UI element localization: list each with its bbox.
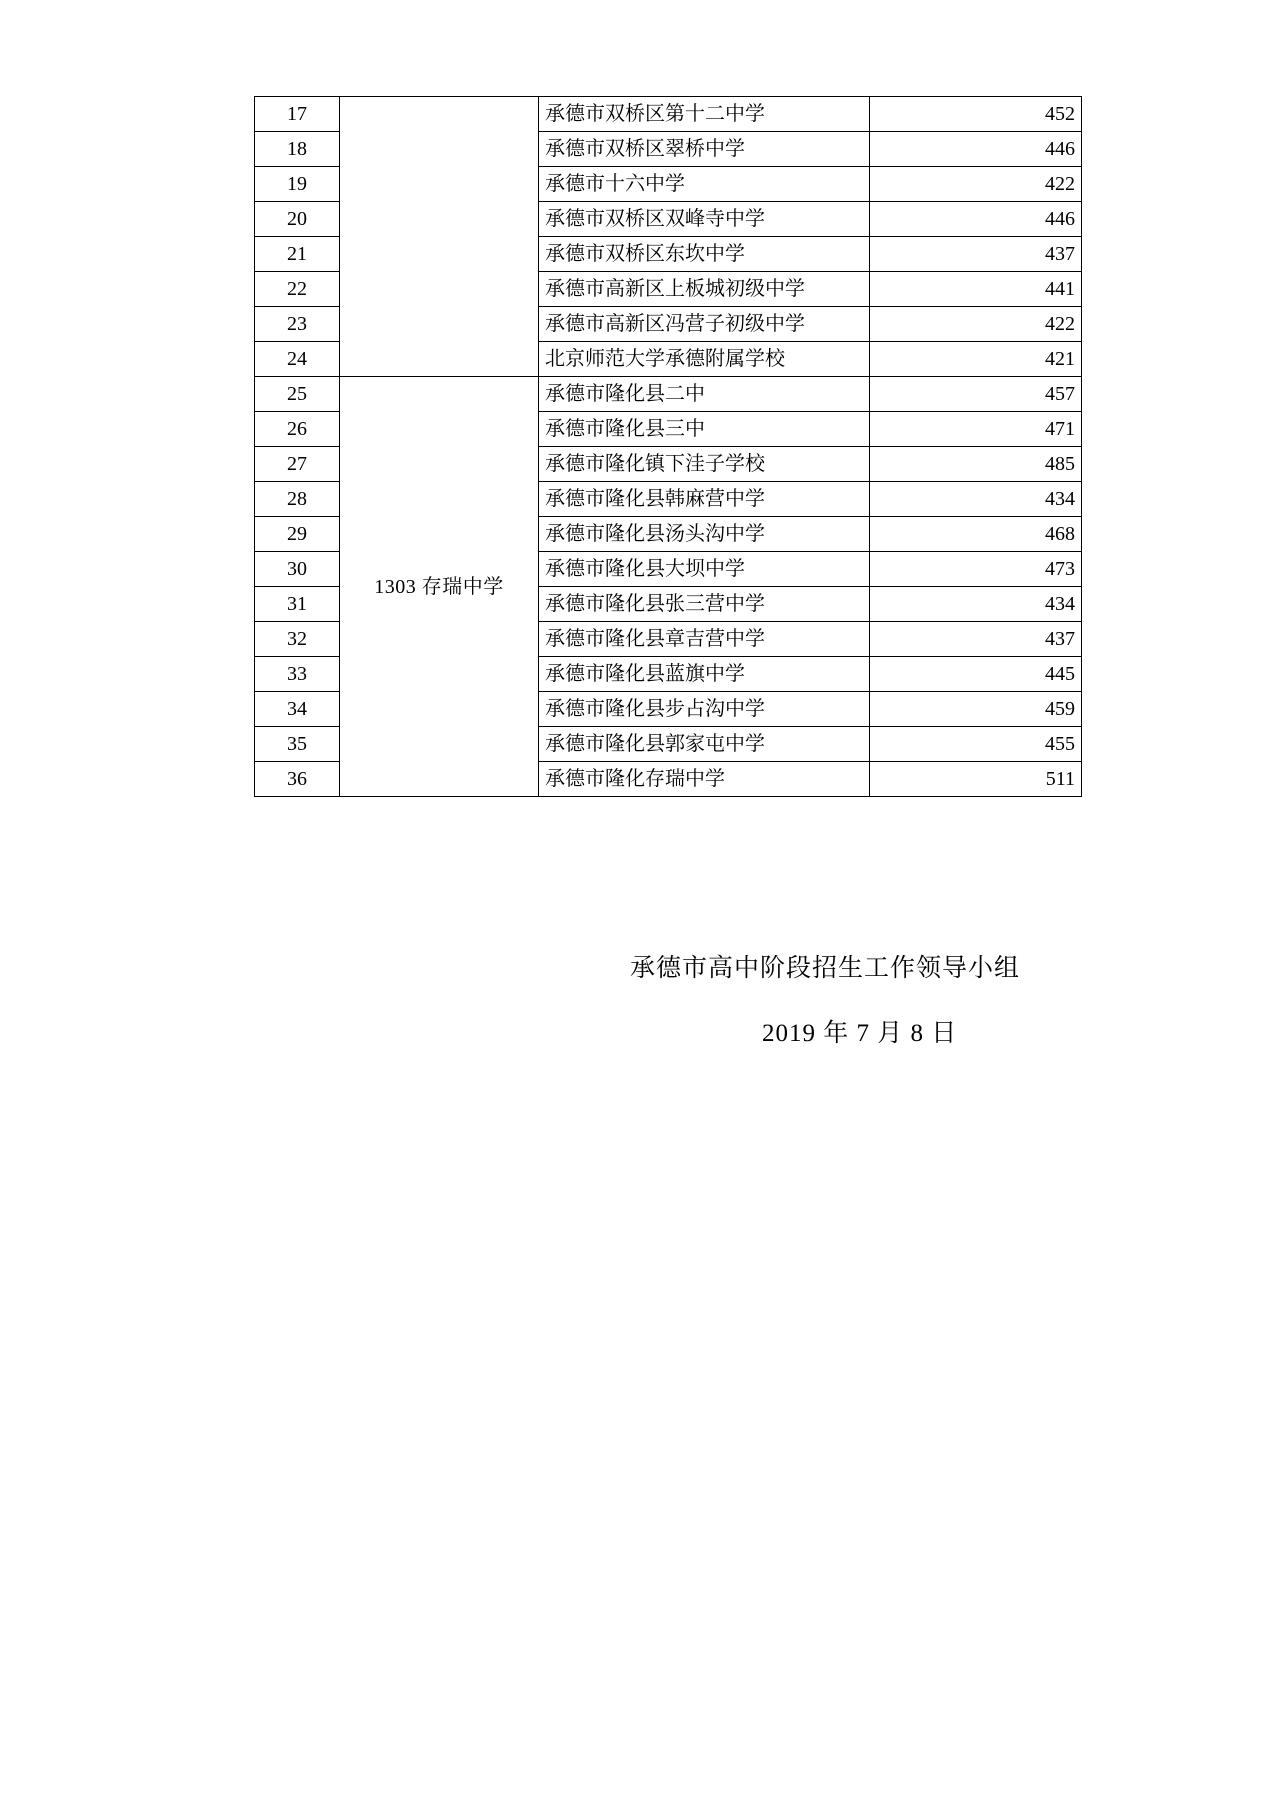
score-value: 421: [870, 342, 1082, 377]
score-value: 485: [870, 447, 1082, 482]
score-value: 437: [870, 622, 1082, 657]
score-value: 452: [870, 97, 1082, 132]
score-value: 459: [870, 692, 1082, 727]
school-name: 承德市十六中学: [539, 167, 870, 202]
row-number: 22: [255, 272, 340, 307]
score-value: 446: [870, 132, 1082, 167]
row-number: 28: [255, 482, 340, 517]
row-number: 24: [255, 342, 340, 377]
row-number: 33: [255, 657, 340, 692]
score-value: 422: [870, 167, 1082, 202]
score-value: 422: [870, 307, 1082, 342]
school-name: 北京师范大学承德附属学校: [539, 342, 870, 377]
row-number: 25: [255, 377, 340, 412]
score-table-container: [254, 96, 1075, 797]
row-number: 17: [255, 97, 340, 132]
score-value: 511: [870, 762, 1082, 797]
score-value: 441: [870, 272, 1082, 307]
row-number: 23: [255, 307, 340, 342]
table-row: [255, 97, 1082, 132]
score-value: 446: [870, 202, 1082, 237]
group-label: 1303 存瑞中学: [374, 575, 504, 598]
score-value: 434: [870, 587, 1082, 622]
school-name: 承德市隆化县韩麻营中学: [539, 482, 870, 517]
score-value: 473: [870, 552, 1082, 587]
score-table: [254, 96, 1082, 797]
signature-organization: 承德市高中阶段招生工作领导小组: [630, 955, 1021, 982]
score-table-body: [255, 97, 1082, 797]
table-row: [255, 377, 1082, 412]
row-number: 35: [255, 727, 340, 762]
score-value: 437: [870, 237, 1082, 272]
school-name: 承德市隆化县二中: [539, 377, 870, 412]
group-label-cell: [340, 377, 539, 797]
group-label-cell: [340, 97, 539, 377]
school-name: 承德市高新区冯营子初级中学: [539, 307, 870, 342]
row-number: 31: [255, 587, 340, 622]
score-value: 455: [870, 727, 1082, 762]
score-value: 471: [870, 412, 1082, 447]
school-name: 承德市隆化县张三营中学: [539, 587, 870, 622]
row-number: 26: [255, 412, 340, 447]
school-name: 承德市隆化县步占沟中学: [539, 692, 870, 727]
school-name: 承德市双桥区双峰寺中学: [539, 202, 870, 237]
school-name: 承德市隆化镇下洼子学校: [539, 447, 870, 482]
row-number: 30: [255, 552, 340, 587]
score-value: 445: [870, 657, 1082, 692]
score-value: 434: [870, 482, 1082, 517]
school-name: 承德市隆化县汤头沟中学: [539, 517, 870, 552]
school-name: 承德市隆化存瑞中学: [539, 762, 870, 797]
row-number: 36: [255, 762, 340, 797]
signature-date: 2019 年 7 月 8 日: [762, 1020, 958, 1047]
school-name: 承德市高新区上板城初级中学: [539, 272, 870, 307]
school-name: 承德市双桥区翠桥中学: [539, 132, 870, 167]
row-number: 18: [255, 132, 340, 167]
score-value: 457: [870, 377, 1082, 412]
school-name: 承德市隆化县章吉营中学: [539, 622, 870, 657]
row-number: 29: [255, 517, 340, 552]
school-name: 承德市隆化县大坝中学: [539, 552, 870, 587]
score-value: 468: [870, 517, 1082, 552]
row-number: 21: [255, 237, 340, 272]
row-number: 32: [255, 622, 340, 657]
school-name: 承德市双桥区第十二中学: [539, 97, 870, 132]
row-number: 27: [255, 447, 340, 482]
school-name: 承德市双桥区东坎中学: [539, 237, 870, 272]
school-name: 承德市隆化县蓝旗中学: [539, 657, 870, 692]
row-number: 20: [255, 202, 340, 237]
school-name: 承德市隆化县郭家屯中学: [539, 727, 870, 762]
school-name: 承德市隆化县三中: [539, 412, 870, 447]
row-number: 34: [255, 692, 340, 727]
row-number: 19: [255, 167, 340, 202]
